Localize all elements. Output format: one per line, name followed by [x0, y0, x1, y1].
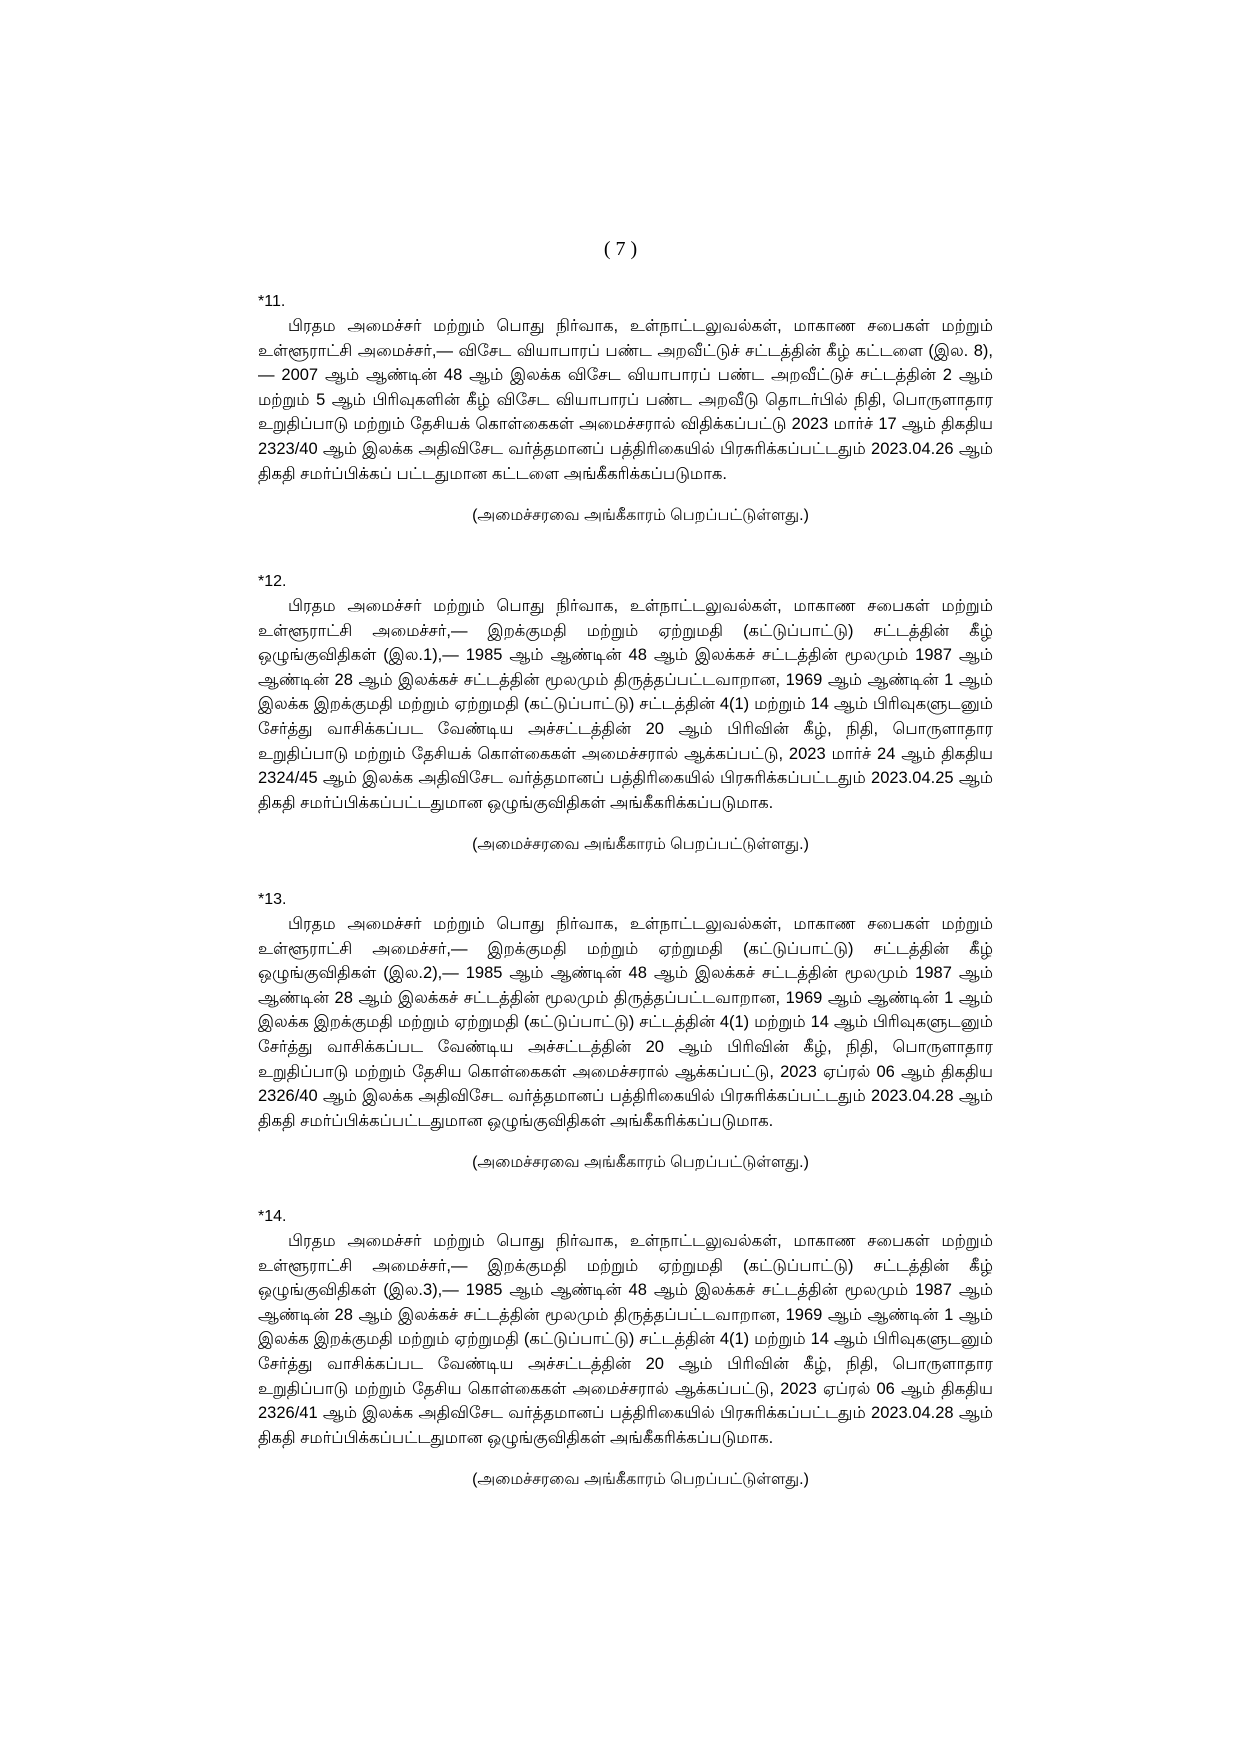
item-motion-text: பிரதம அமைச்சர் மற்றும் பொது நிர்வாக, உள்நாட்டலுவல்கள், மாகாண சபைகள் மற்றும் உள்ளூராட்சி அமைச்சர்,— இறக்குமதி மற்றும் ஏற்றுமதி (கட்டுப்பாட்டு) சட்டத்தின் கீழ் ஒழுங்குவிதிகள் (இல.2),— 1985 ஆம் ஆண்டின் 48 ஆம் இலக்கச் சட்டத்தின் மூலமும் 1987 ஆம் ஆண்டின் 28 ஆம் இலக்கச் சட்டத்தின் மூலமும் திருத்தப்பட்டவாறான, 1969 ஆம் ஆண்டின் 1 ஆம் இலக்க இறக்குமதி மற்றும் ஏற்றுமதி (கட்டுப்பாட்டு) சட்டத்தின் 4(1) மற்றும் 14 ஆம் பிரிவுகளுடனும் சேர்த்து வாசிக்கப்பட வேண்டிய அச்சட்டத்தின் 20 ஆம் பிரிவின் கீழ், நிதி, பொருளாதார உறுதிப்பாடு மற்றும் தேசிய கொள்கைகள் அமைச்சரால் ஆக்கப்பட்டு, 2023 ஏப்ரல் 06 ஆம் திகதிய 2326/40 ஆம் இலக்க அதிவிசேட வர்த்தமானப் பத்திரிகையில் பிரசுரிக்கப்பட்டதும் 2023.04.28 ஆம் திகதி சமர்ப்பிக்கப்பட்டதுமான ஒழுங்குவிதிகள் அங்கீகரிக்கப்படுமாக. [258, 915, 993, 1130]
order-paper-item-11 [258, 290, 993, 528]
item-number: *14. [258, 1208, 287, 1225]
item-motion-text: பிரதம அமைச்சர் மற்றும் பொது நிர்வாக, உள்நாட்டலுவல்கள், மாகாண சபைகள் மற்றும் உள்ளூராட்சி அமைச்சர்,— இறக்குமதி மற்றும் ஏற்றுமதி (கட்டுப்பாட்டு) சட்டத்தின் கீழ் ஒழுங்குவிதிகள் (இல.1),— 1985 ஆம் ஆண்டின் 48 ஆம் இலக்கச் சட்டத்தின் மூலமும் 1987 ஆம் ஆண்டின் 28 ஆம் இலக்கச் சட்டத்தின் மூலமும் திருத்தப்பட்டவாறான, 1969 ஆம் ஆண்டின் 1 ஆம் இலக்க இறக்குமதி மற்றும் ஏற்றுமதி (கட்டுப்பாட்டு) சட்டத்தின் 4(1) மற்றும் 14 ஆம் பிரிவுகளுடனும் சேர்த்து வாசிக்கப்பட வேண்டிய அச்சட்டத்தின் 20 ஆம் பிரிவின் கீழ், நிதி, பொருளாதார உறுதிப்பாடு மற்றும் தேசியக் கொள்கைகள் அமைச்சரால் ஆக்கப்பட்டு, 2023 மார்ச் 24 ஆம் திகதிய 2324/45 ஆம் இலக்க அதிவிசேட வர்த்தமானப் பத்திரிகையில் பிரசுரிக்கப்பட்டதும் 2023.04.25 ஆம் திகதி சமர்ப்பிக்கப்பட்டதுமான ஒழுங்குவிதிகள் அங்கீகரிக்கப்படுமாக. [258, 597, 993, 812]
cabinet-approval-note: (அமைச்சரவை அங்கீகாரம் பெறப்பட்டுள்ளது.) [472, 1471, 809, 1489]
item-motion-text: பிரதம அமைச்சர் மற்றும் பொது நிர்வாக, உள்நாட்டலுவல்கள், மாகாண சபைகள் மற்றும் உள்ளூராட்சி அமைச்சர்,— விசேட வியாபாரப் பண்ட அறவீட்டுச் சட்டத்தின் கீழ் கட்டளை (இல. 8),— 2007 ஆம் ஆண்டின் 48 ஆம் இலக்க விசேட வியாபாரப் பண்ட அறவீட்டுச் சட்டத்தின் 2 ஆம் மற்றும் 5 ஆம் பிரிவுகளின் கீழ் விசேட வியாபாரப் பண்ட அறவீடு தொடர்பில் நிதி, பொருளாதார உறுதிப்பாடு மற்றும் தேசியக் கொள்கைகள் அமைச்சரால் விதிக்கப்பட்டு 2023 மார்ச் 17 ஆம் திகதிய 2323/40 ஆம் இலக்க அதிவிசேட வர்த்தமானப் பத்திரிகையில் பிரசுரிக்கப்பட்டதும் 2023.04.26 ஆம் திகதி சமர்ப்பிக்கப் பட்டதுமான கட்டளை அங்கீகரிக்கப்படுமாக. [258, 317, 993, 483]
cabinet-approval-note: (அமைச்சரவை அங்கீகாரம் பெறப்பட்டுள்ளது.) [472, 507, 809, 525]
item-number: *12. [258, 573, 287, 590]
cabinet-approval-note: (அமைச்சரவை அங்கீகாரம் பெறப்பட்டுள்ளது.) [472, 1154, 809, 1172]
item-motion-text: பிரதம அமைச்சர் மற்றும் பொது நிர்வாக, உள்நாட்டலுவல்கள், மாகாண சபைகள் மற்றும் உள்ளூராட்சி அமைச்சர்,— இறக்குமதி மற்றும் ஏற்றுமதி (கட்டுப்பாட்டு) சட்டத்தின் கீழ் ஒழுங்குவிதிகள் (இல.3),— 1985 ஆம் ஆண்டின் 48 ஆம் இலக்கச் சட்டத்தின் மூலமும் 1987 ஆம் ஆண்டின் 28 ஆம் இலக்கச் சட்டத்தின் மூலமும் திருத்தப்பட்டவாறான, 1969 ஆம் ஆண்டின் 1 ஆம் இலக்க இறக்குமதி மற்றும் ஏற்றுமதி (கட்டுப்பாட்டு) சட்டத்தின் 4(1) மற்றும் 14 ஆம் பிரிவுகளுடனும் சேர்த்து வாசிக்கப்பட வேண்டிய அச்சட்டத்தின் 20 ஆம் பிரிவின் கீழ், நிதி, பொருளாதார உறுதிப்பாடு மற்றும் தேசிய கொள்கைகள் அமைச்சரால் ஆக்கப்பட்டு, 2023 ஏப்ரல் 06 ஆம் திகதிய 2326/41 ஆம் இலக்க அதிவிசேட வர்த்தமானப் பத்திரிகையில் பிரசுரிக்கப்பட்டதும் 2023.04.28 ஆம் திகதி சமர்ப்பிக்கப்பட்டதுமான ஒழுங்குவிதிகள் அங்கீகரிக்கப்படுமாக. [258, 1232, 993, 1447]
cabinet-approval-note: (அமைச்சரவை அங்கீகாரம் பெறப்பட்டுள்ளது.) [472, 836, 809, 854]
item-number: *11. [258, 293, 286, 310]
order-paper-item-13 [258, 888, 993, 1175]
order-paper-item-14 [258, 1205, 993, 1492]
item-number: *13. [258, 891, 287, 908]
order-paper-item-12 [258, 570, 993, 857]
page-number: ( 7 ) [603, 238, 638, 260]
